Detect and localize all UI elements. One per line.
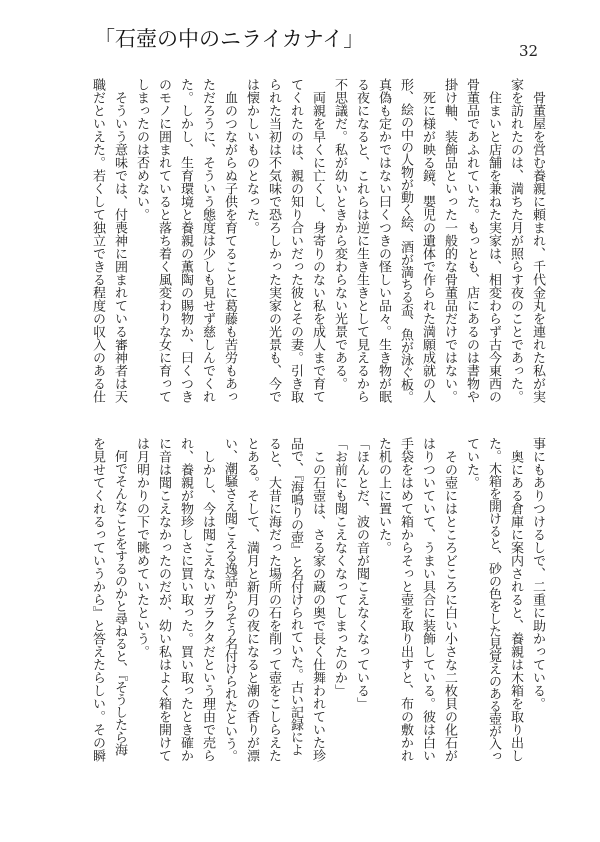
text-column: 死に様が映る鏡、嬰児の遺体で作られた満願成就の人 [420, 78, 435, 403]
text-column: 事にもありつけるしで、二重に助かっている。 [530, 437, 545, 710]
text-column: た机の上に置いた。 [376, 437, 391, 554]
text-column: 両親を早くに亡くし、身寄りのない私を成人まで育て [310, 78, 325, 403]
text-column: ただろうに、そういう態度は少しも見せず慈しんでくれ [200, 78, 215, 403]
text-column: られた当初は不気味で恐ろしかった実家の光景も、今で [266, 78, 281, 403]
text-column: 不思議だ。私が幼いときから変わらない光景である。 [332, 78, 347, 390]
text-column: る夜になると、これらは逆に生き生きとして見えるから [354, 78, 369, 403]
text-column: とある。そして、満月と新月の夜になると潮の香りが漂 [244, 437, 259, 762]
text-column: 手袋をはめて箱からそっと壺を取り出すと、布の敷かれ [398, 437, 413, 762]
text-column: を見せてくれるっていうから』と答えたらしい。その瞬 [90, 437, 105, 762]
text-column: 何でそんなことをするのかと尋ねると、『そうしたら海 [112, 437, 127, 756]
chapter-title: 「石壺の中のニライカナイ」 [94, 27, 365, 51]
text-column: この石壺は、さる家の蔵の奥で長く仕舞われていた珍 [310, 437, 325, 762]
lower-text-block [86, 437, 548, 762]
text-column: 家を訪れたのは、満ちた月が照らす夜のことであった。 [508, 78, 523, 403]
text-column: 形、絵の中の人物が動く絵、酒が満ちる盃、魚が泳ぐ板。 [398, 78, 413, 403]
text-column: た。木箱を開けると、砂の色をした見覚えのある壺が入っ [486, 437, 501, 762]
dialogue-column: 「お前にも聞こえなくなってしまったのか」 [332, 437, 347, 697]
text-column: 骨董屋を営む養親に頼まれ、千代金丸を連れた私が実 [530, 78, 545, 403]
text-column: はりついていて、うまい具合に装飾している。彼は白い [420, 437, 435, 762]
text-column: た。しかし、生育環境と養親の薫陶の賜物か、曰くつき [178, 78, 193, 403]
upper-text-block [86, 78, 548, 403]
text-column: 住まいと店舗を兼ねた実家は、相変わらず古今東西の [486, 78, 501, 403]
text-column: しかし、今は聞こえないガラクタだという理由で売ら [200, 437, 215, 762]
page-number: 32 [519, 42, 539, 60]
dialogue-column: 「ほんとだ、波の音が聞こえなくなっている」 [354, 437, 369, 710]
text-column: 骨董品であふれていた。もっとも、店にあるのは書物や [464, 78, 479, 403]
text-column: その壺にはところどころに白い小さな二枚貝の化石が [442, 437, 457, 762]
text-column: 奥にある倉庫に案内されると、養親は木箱を取り出し [508, 437, 523, 762]
text-column: 職だといえた。若くして独立できる程度の収入のある仕 [90, 78, 105, 403]
text-column: い、潮騒さえ聞こえる逸話からそう名付けられたという。 [222, 437, 237, 762]
text-column: に音は聞こえなかったのだが、幼い私はよく箱を開けて [156, 437, 171, 762]
text-column: は月明かりの下で眺めていたという。 [134, 437, 149, 658]
text-column: 血のつながらぬ子供を育てることに葛藤も苦労もあっ [222, 78, 237, 403]
text-column: ていた。 [464, 437, 479, 489]
text-column: そういう意味では、付喪神に囲まれている審神者は天 [112, 78, 127, 403]
text-column: れ、養親が物珍しさに買い取った。買い取ったとき確か [178, 437, 193, 762]
text-column: ると、大昔に海だった場所の石を削って壺をこしらえた [266, 437, 281, 762]
text-column: 真偽も定かではない曰くつきの怪しい品々。生き物が眠 [376, 78, 391, 403]
text-column: しまったのは否めない。 [134, 78, 149, 221]
text-column: 掛け軸、装飾品といった一般的な骨董品だけではない。 [442, 78, 457, 403]
text-column: のモノに囲まれていると落ち着く風変わりな女に育って [156, 78, 171, 403]
text-column: は懐かしいものとなった。 [244, 78, 259, 234]
text-column: てくれたのは、親の知り合いだった彼とその妻。引き取 [288, 78, 303, 403]
text-column: 品で、『海鳴りの壺』と名付けられていた。古い記録によ [288, 437, 303, 756]
